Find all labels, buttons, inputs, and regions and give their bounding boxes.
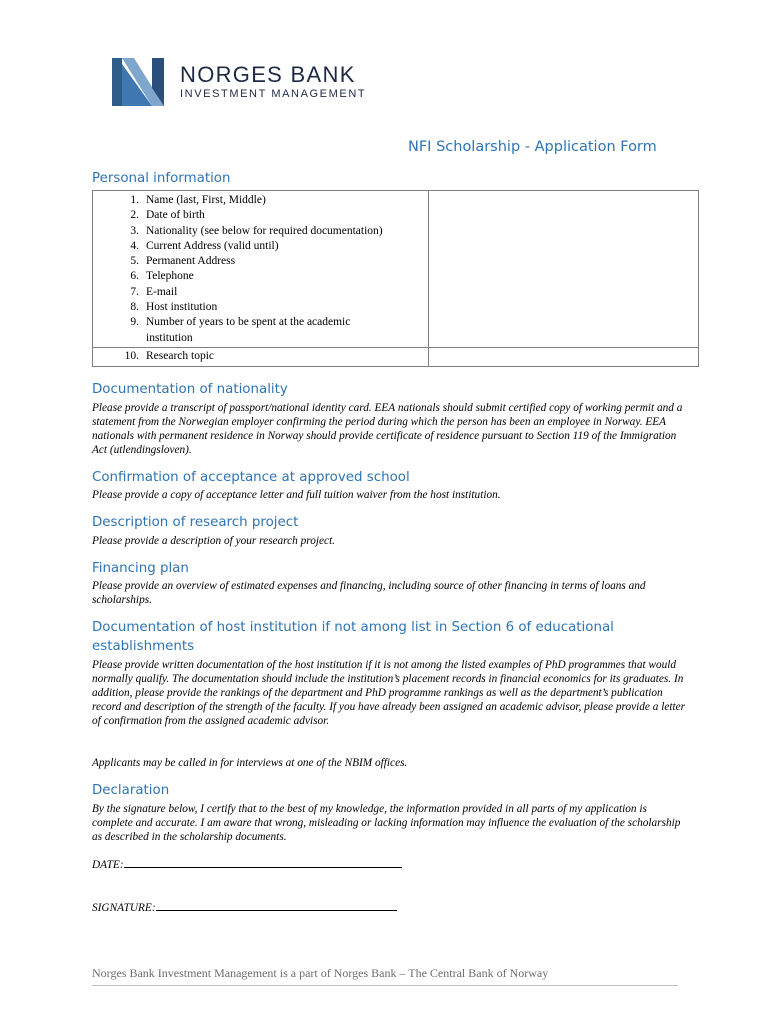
host-heading-line2: establishments bbox=[92, 639, 195, 654]
research-text: Please provide a description of your research project. bbox=[92, 535, 336, 547]
list-item bbox=[93, 193, 428, 208]
item-label: E-mail bbox=[146, 285, 178, 298]
personal-info-answer-field[interactable] bbox=[428, 191, 698, 348]
list-item bbox=[93, 239, 428, 254]
financing-heading: Financing plan bbox=[92, 561, 189, 576]
item-number: 2. bbox=[130, 209, 139, 222]
list-item bbox=[93, 254, 428, 269]
list-item bbox=[93, 208, 428, 223]
personal-information-heading: Personal information bbox=[92, 171, 231, 186]
item-label: Research topic bbox=[146, 349, 215, 362]
table-label-cell bbox=[93, 347, 429, 366]
list-item bbox=[93, 315, 428, 346]
list-item bbox=[93, 285, 428, 300]
signature-line bbox=[92, 900, 397, 914]
table-label-cell bbox=[93, 191, 429, 348]
date-label: DATE: bbox=[92, 859, 124, 871]
logo-title: NORGES BANK bbox=[180, 62, 356, 87]
item-label: Number of years to be spent at the academic institution bbox=[146, 316, 351, 344]
footer-divider bbox=[92, 985, 678, 986]
item-label: Date of birth bbox=[146, 209, 205, 222]
norges-bank-logo-icon bbox=[112, 58, 164, 106]
form-title: NFI Scholarship - Application Form bbox=[408, 139, 657, 155]
acceptance-heading: Confirmation of acceptance at approved school bbox=[92, 470, 410, 485]
nationality-heading: Documentation of nationality bbox=[92, 382, 288, 397]
footer-text: Norges Bank Investment Management is a part of Norges Bank – The Central Bank of Norway bbox=[92, 966, 549, 980]
item-number: 3. bbox=[130, 224, 139, 237]
personal-information-table bbox=[92, 190, 699, 367]
item-number: 8. bbox=[130, 301, 139, 314]
list-item bbox=[93, 300, 428, 315]
date-line bbox=[92, 857, 402, 871]
interviews-text: Applicants may be called in for interviews at one of the NBIM offices. bbox=[92, 757, 408, 769]
nationality-text: Please provide a transcript of passport/national identity card. EEA nationals should submit certified copy of working permit and a statement from the Norwegian employer confirming the period during which the person has been an employee in Norway. EEA nationals with permanent residence in Norway should provide certificate of residence pursuant to Section 119 of the Immigration Act (utlendingsloven). bbox=[92, 402, 683, 456]
signature-label: SIGNATURE: bbox=[92, 902, 156, 914]
item-label: Nationality (see below for required documentation) bbox=[146, 224, 383, 237]
item-label: Current Address (valid until) bbox=[146, 239, 279, 252]
list-item bbox=[93, 269, 428, 284]
item-label: Permanent Address bbox=[146, 255, 236, 268]
acceptance-text: Please provide a copy of acceptance letter and full tuition waiver from the host institution. bbox=[92, 489, 501, 501]
host-heading-line1: Documentation of host institution if not among list in Section 6 of educational bbox=[92, 620, 614, 635]
item-number: 10. bbox=[124, 349, 139, 362]
list-item bbox=[93, 224, 428, 239]
research-topic-answer-field[interactable] bbox=[428, 347, 698, 366]
signature-input[interactable] bbox=[156, 900, 397, 911]
item-label: Name (last, First, Middle) bbox=[146, 194, 266, 206]
item-label: Host institution bbox=[146, 301, 218, 314]
item-number: 4. bbox=[130, 239, 139, 252]
date-input[interactable] bbox=[124, 857, 402, 868]
financing-text: Please provide an overview of estimated expenses and financing, including source of other financing in terms of loans and scholarships. bbox=[92, 580, 646, 606]
item-number: 9. bbox=[130, 316, 139, 329]
research-heading: Description of research project bbox=[92, 515, 299, 530]
item-number: 6. bbox=[130, 270, 139, 283]
item-number: 5. bbox=[130, 255, 139, 268]
declaration-heading: Declaration bbox=[92, 783, 170, 798]
item-label: Telephone bbox=[146, 270, 194, 283]
logo-subtitle: INVESTMENT MANAGEMENT bbox=[180, 88, 367, 100]
item-number: 7. bbox=[130, 285, 139, 298]
item-number: 1. bbox=[130, 194, 139, 206]
list-item bbox=[93, 349, 428, 364]
host-text: Please provide written documentation of the host institution if it is not among the listed examples of PhD programmes that would normally qualify. The documentation should include the institution’s placement records in financial economics for its graduates. In addition, please provide the rankings of the department and PhD programme rankings as well as the department’s publication record and description of the strength of the faculty. If you have already been assigned an academic advisor, please provide a letter of confirmation from the assigned academic advisor. bbox=[92, 659, 686, 727]
declaration-text: By the signature below, I certify that to the best of my knowledge, the information provided in all parts of my application is complete and accurate. I am aware that wrong, misleading or lacking information may influence the evaluation of the scholarship as described in the scholarship documents. bbox=[92, 803, 681, 843]
